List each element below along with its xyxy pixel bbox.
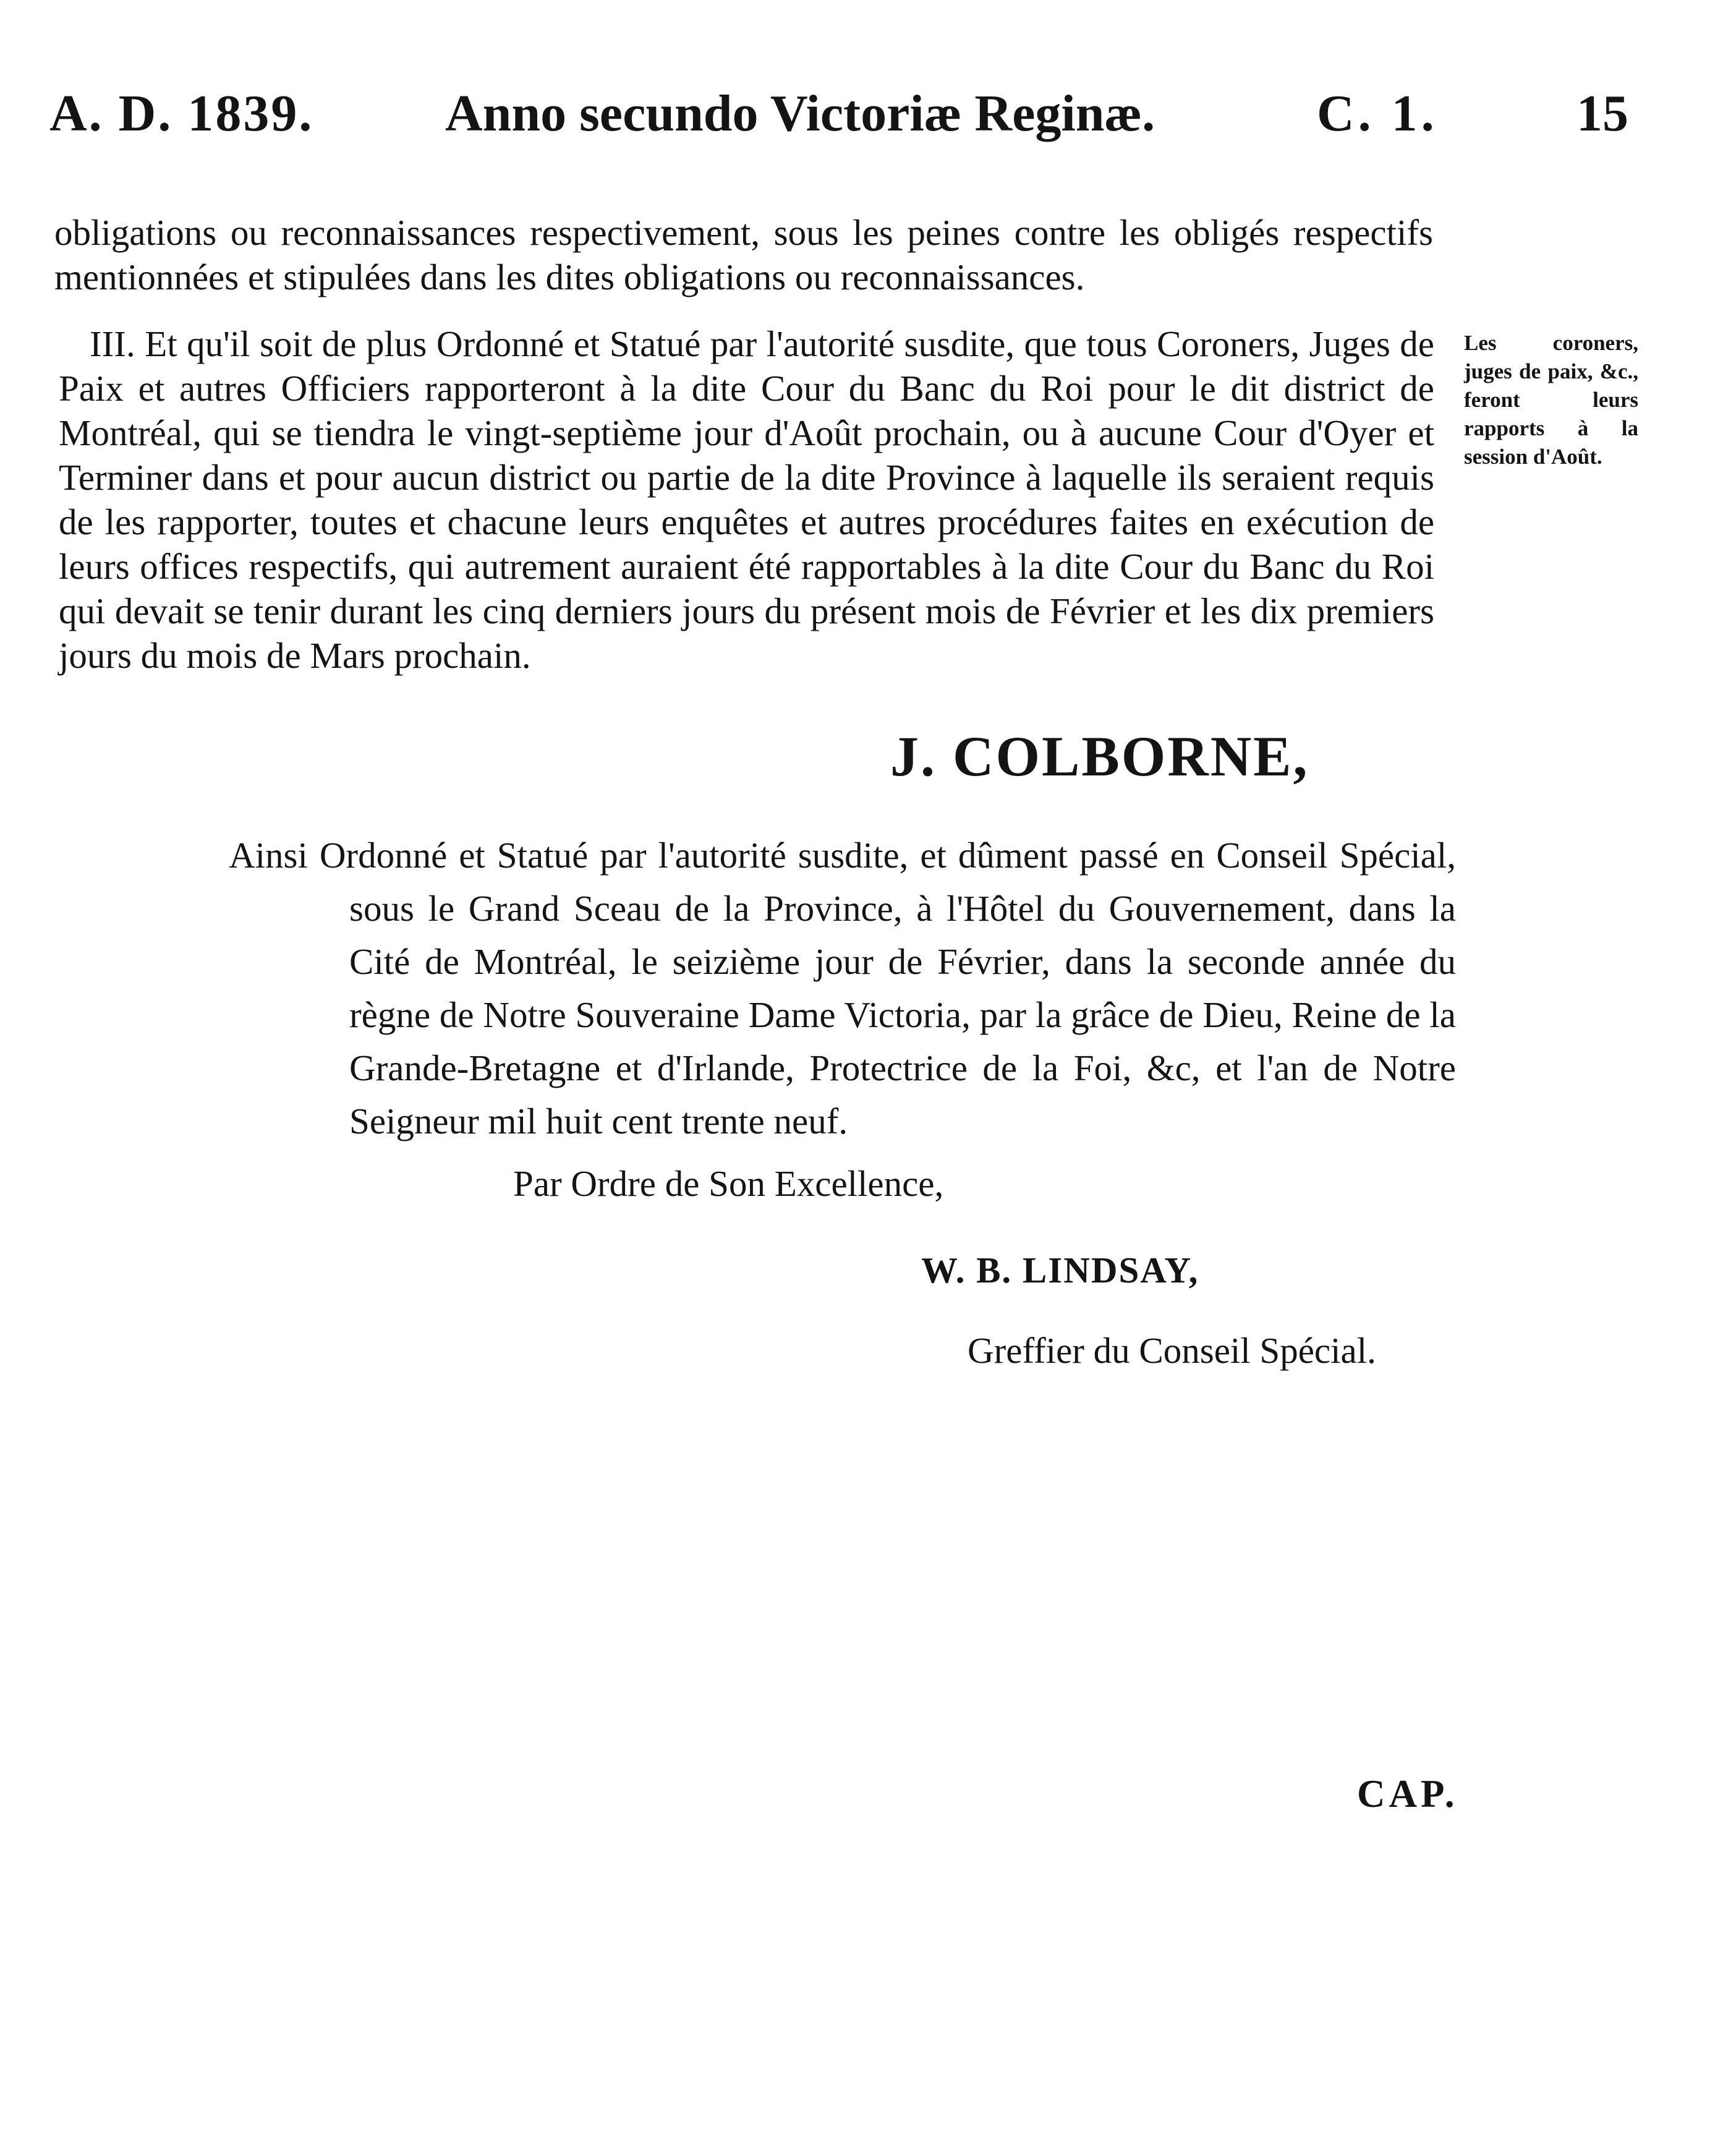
clerk-title: Greffier du Conseil Spécial. [968,1330,1376,1371]
page-number: 15 [1576,85,1628,142]
header-title: Anno secundo Victoriæ Reginæ. [445,85,1155,142]
margin-note: Les coroners, juges de paix, &c., feront leurs rapports à la session d'Août. [1464,331,1638,469]
clerk-name: W. B. LINDSAY, [921,1250,1199,1291]
order-line: Par Ordre de Son Excellence, [513,1163,944,1204]
section-iii-paragraph: III. Et qu'il soit de plus Ordonné et Statué par l'autorité susdite, que tous Coroners, Juges de Paix et autres Officiers rapporteront à la dite Cour du Banc du Roi pour le dit district de Montréal, qui se tiendra le vingt-septième jour d'Août prochain, ou à aucune Cour d'Oyer et Terminer dans et pour aucun district ou partie de la dite Province à laquelle ils seraient requis de les rapporter, toutes et chacune leurs enquêtes et autres procédures faites en exécution de leurs offices respectifs, qui autrement auraient été rapportables à la dite Cour du Banc du Roi qui devait se tenir durant les cinq derniers jours du présent mois de Février et les dix premiers jours du mois de Mars prochain. [59,323,1434,676]
enactment-paragraph: Ainsi Ordonné et Statué par l'autorité susdite, et dûment passé en Conseil Spécial, sous le Grand Sceau de la Province, à l'Hôtel du Gouvernement, dans la Cité de Montréal, le seizième jour de Février, dans la seconde année du règne de Notre Souveraine Dame Victoria, par la grâce de Dieu, Reine de la Grande-Bretagne et d'Irlande, Protectrice de la Foi, &c, et l'an de Notre Seigneur mil huit cent trente neuf. [229,835,1456,1141]
catchword: CAP. [1357,1772,1458,1816]
header-year: A. D. 1839. [49,85,314,142]
governor-signature: J. COLBORNE, [890,725,1309,788]
header-chapter: C. 1. [1317,85,1438,142]
continuation-paragraph: obligations ou reconnaissances respectivement, sous les peines contre les obligés respectifs mentionnées et stipulées dans les dites obligations ou reconnaissances. [54,212,1433,297]
page-header [49,83,1632,164]
